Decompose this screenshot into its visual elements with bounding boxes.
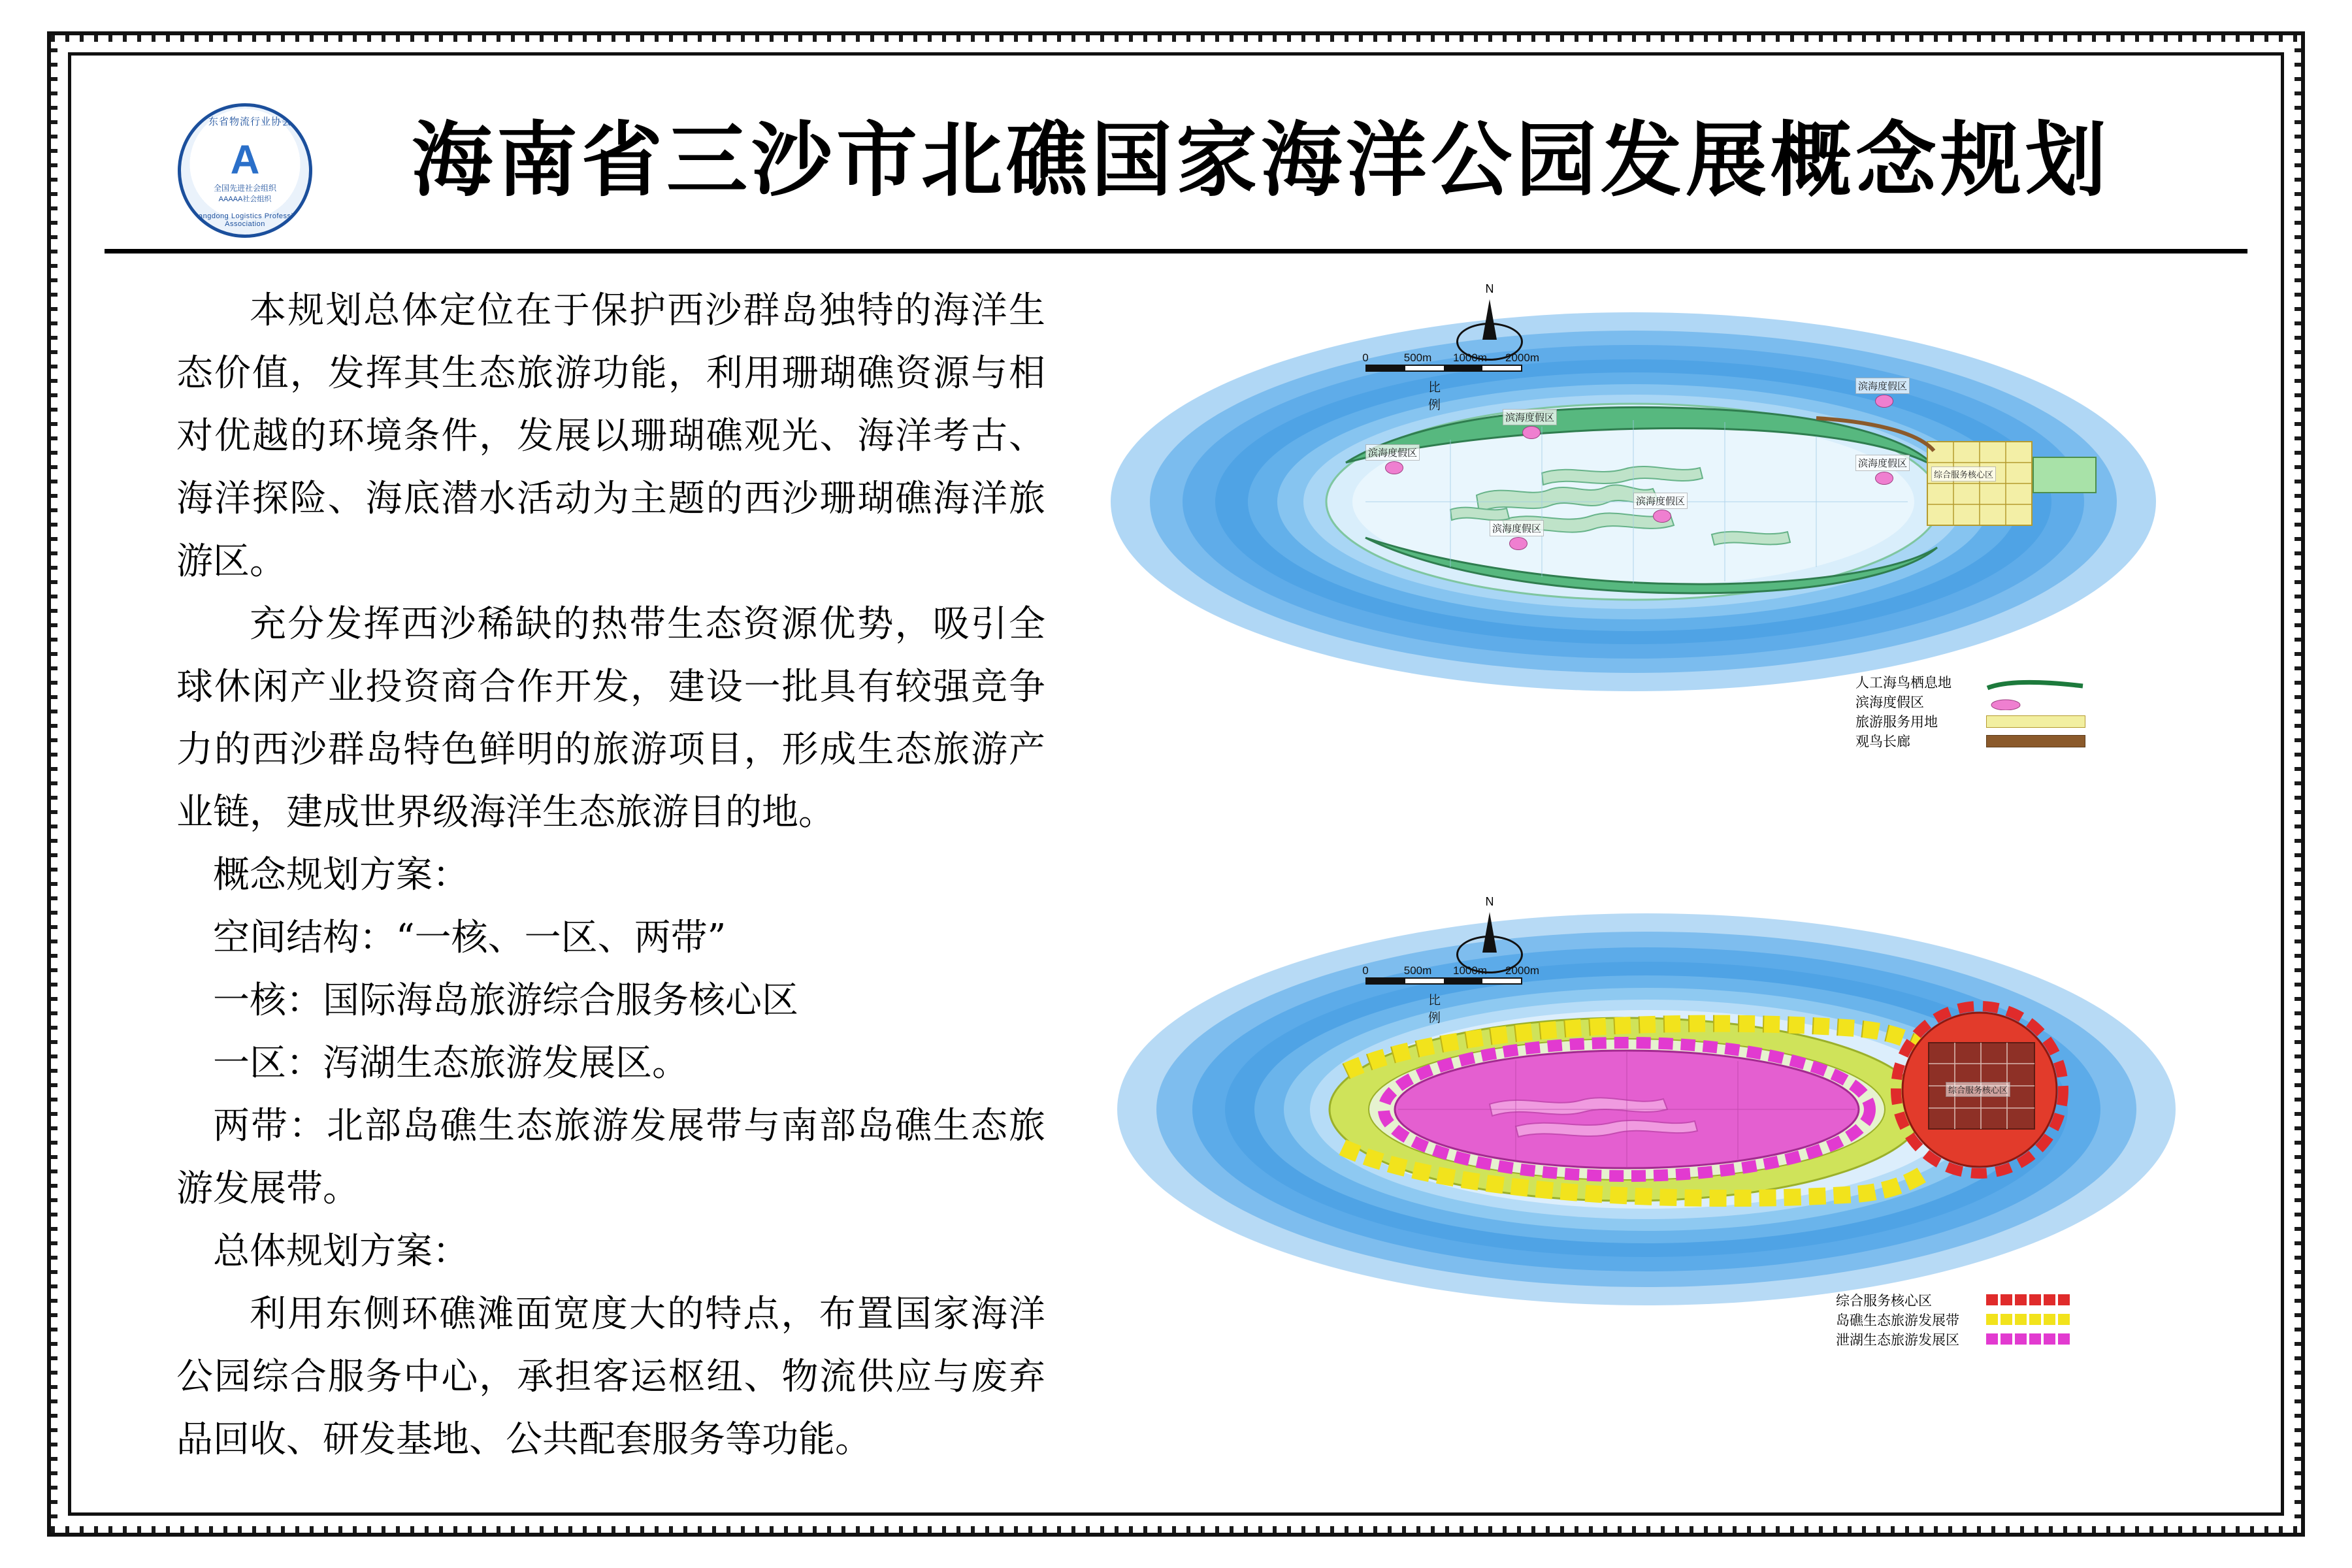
legend-label-bird-habitat: 人工海鸟栖息地 — [1855, 675, 1952, 691]
legend-swatch-coastal-resort — [1986, 696, 2084, 707]
resort-marker-2 — [1385, 461, 1403, 474]
resort-marker-3 — [1522, 426, 1541, 439]
map-label-resort-3: 滨海度假区 — [1503, 409, 1557, 425]
legend-label-core-service-zone: 综合服务核心区 — [1836, 1293, 1932, 1309]
scale-tick-1-top: 500m — [1403, 351, 1432, 364]
scale-tick-2-bottom: 1000m — [1453, 964, 1487, 977]
description-text-column — [176, 280, 1045, 1475]
map-label-service-core-top: 综合服务核心区 — [1931, 466, 1996, 482]
logo-subtitle-2: AAAAA社会组织 — [218, 195, 272, 203]
map-top-panel — [1085, 280, 2247, 855]
heading-overall-plan: 总体规划方案： — [213, 1230, 469, 1273]
line-one-core: 一核：国际海岛旅游综合服务核心区 — [213, 979, 798, 1022]
legend-swatch-tourism-service-land — [1986, 715, 2085, 728]
legend-label-lagoon-tourism-zone: 泄湖生态旅游发展区 — [1836, 1332, 1959, 1348]
logo-ring-top-text: 广东省物流行业协会 — [197, 116, 292, 127]
paragraph-1: 本规划总体定位在于保护西沙群岛独特的海洋生态价值，发挥其生态旅游功能，利用珊瑚礁资源与相对优越的环境条件，发展以珊瑚礁观光、海洋考古、海洋探险、海底潜水活动为主题的西沙珊瑚礁海洋旅游区。 — [176, 289, 1045, 583]
heading-concept-plan: 概念规划方案： — [213, 854, 469, 896]
line-spatial-structure: 空间结构：“一核、一区、两带” — [213, 917, 727, 959]
line-one-zone: 一区：泻湖生态旅游发展区。 — [213, 1042, 689, 1085]
legend-swatch-bird-corridor — [1986, 735, 2085, 747]
map-label-resort-4: 滨海度假区 — [1855, 455, 1910, 471]
compass-needle-bottom — [1482, 912, 1497, 953]
legend-label-bird-corridor: 观鸟长廊 — [1855, 734, 1910, 749]
compass-north-label-top: N — [1485, 282, 1494, 295]
scale-bar-graphic-top — [1365, 365, 1522, 372]
logo-letter: A — [230, 137, 260, 183]
map-label-core-zone: 综合服务核心区 — [1946, 1082, 2010, 1097]
association-logo — [178, 103, 312, 238]
paragraph-3: 利用东侧环礁滩面宽度大的特点，布置国家海洋公园综合服务中心，承担客运枢纽、物流供应与废弃品回收、研发基地、公共配套服务等功能。 — [176, 1293, 1045, 1461]
scale-caption-top: 比 例 — [1428, 381, 1441, 412]
legend-label-reef-tourism-belt: 岛礁生态旅游发展带 — [1836, 1313, 1959, 1328]
scale-bar-graphic-bottom — [1365, 977, 1522, 985]
poster-content — [105, 84, 2247, 1487]
scale-tick-1-bottom: 500m — [1403, 964, 1432, 977]
legend-swatch-bird-habitat — [1986, 676, 2084, 687]
scale-tick-2-top: 1000m — [1453, 351, 1487, 364]
resort-marker-6 — [1509, 537, 1527, 550]
resort-marker-5 — [1653, 510, 1671, 523]
map-label-resort-6: 滨海度假区 — [1490, 520, 1544, 536]
scale-tick-0-bottom: 0 — [1362, 964, 1369, 977]
page-title: 海南省三沙市北礁国家海洋公园发展概念规划 — [411, 113, 2110, 208]
legend-swatch-core-service-zone — [1986, 1294, 2084, 1305]
poster-header — [105, 84, 2247, 253]
map-bottom-panel — [1085, 895, 2247, 1475]
logo-ring-bottom-text: Guangdong Logistics Profession Association — [188, 212, 302, 228]
map-label-resort-2: 滨海度假区 — [1365, 444, 1420, 461]
compass-needle-top — [1482, 299, 1497, 340]
scale-tick-0-top: 0 — [1362, 351, 1369, 364]
line-two-belts: 两带：北部岛礁生态旅游发展带与南部岛礁生态旅游发展带。 — [176, 1105, 1045, 1210]
compass-north-label-bottom: N — [1485, 895, 1494, 908]
scale-tick-3-bottom: 2000m — [1505, 964, 1539, 977]
legend-label-coastal-resort: 滨海度假区 — [1855, 694, 1924, 710]
legend-swatch-lagoon-tourism-zone — [1986, 1333, 2084, 1345]
scale-tick-3-top: 2000m — [1505, 351, 1539, 364]
logo-subtitle: 全国先进社会组织 — [213, 184, 277, 193]
map-label-resort-5: 滨海度假区 — [1633, 493, 1688, 509]
paragraph-2: 充分发挥西沙稀缺的热带生态资源优势，吸引全球休闲产业投资商合作开发，建设一批具有较强竞争力的西沙群岛特色鲜明的旅游项目，形成生态旅游产业链，建成世界级海洋生态旅游目的地。 — [176, 603, 1045, 834]
resort-marker-1 — [1875, 395, 1893, 408]
legend-swatch-reef-tourism-belt — [1986, 1314, 2084, 1325]
scale-caption-bottom: 比 例 — [1428, 994, 1441, 1025]
legend-label-tourism-service-land: 旅游服务用地 — [1855, 714, 1938, 730]
map-label-resort-1: 滨海度假区 — [1855, 378, 1910, 394]
resort-marker-4 — [1875, 472, 1893, 485]
